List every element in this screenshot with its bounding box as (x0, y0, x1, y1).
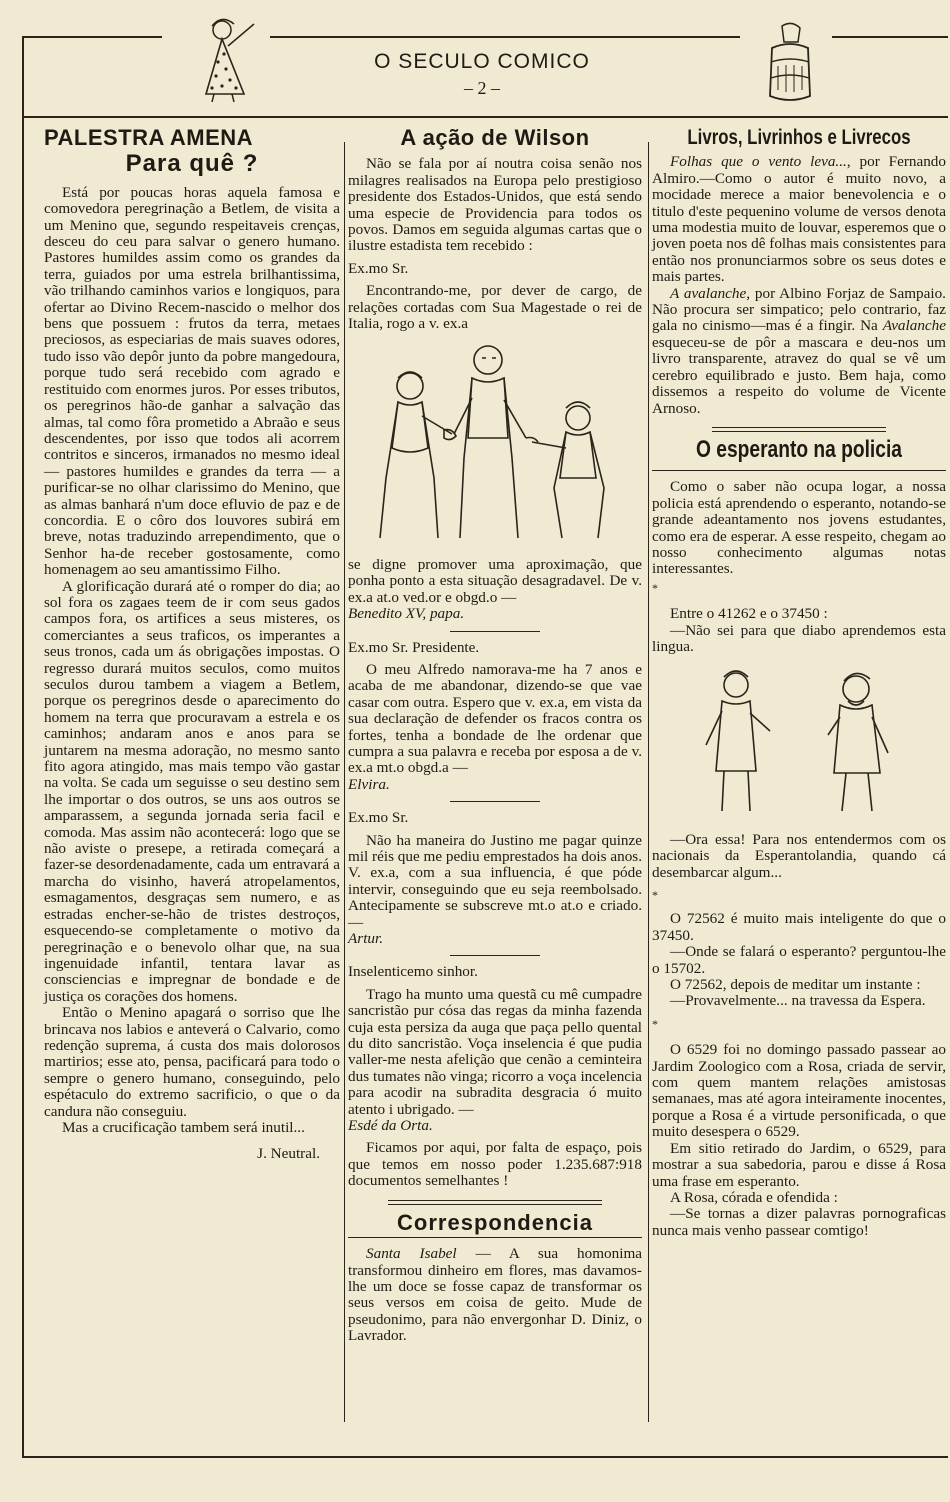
page-frame-left (22, 38, 24, 1458)
star-separator: * (652, 888, 658, 902)
masthead-rule-left (22, 36, 162, 38)
masthead-rule-center (270, 36, 740, 38)
book-review-text: esqueceu-se de pôr a mascara e deu-nos um livro transparente, atravez do qual se vê um cerebro equilibrado e justo. Bem haja, como dissemos a respeito do volume de Vicente Arnoso. (652, 333, 946, 417)
letter-signature-text: Elvira. (348, 775, 390, 793)
letter-body: O meu Alfredo namorava-me ha 7 anos e acaba de me abandonar, dizendo-se que vae casar com outra. Espero que v. ex.a, em vista da sua declaração de defender os fracos contra os fortes, tenha a bondade de lhe ordenar que cumpra a sua palavra e receba por esposa a de v. ex.a mt.o obgd.a — (348, 660, 642, 777)
letter-body: Encontrando-me, por dever de cargo, de relações cortadas com Sua Magestade o rei de Italia, rogo a v. ex.a (348, 282, 642, 333)
article-title-para-que: Para quê ? (125, 150, 259, 178)
wilson-intro: Não se fala por aí noutra coisa senão nos milagres realisados na Europa pelo prestigioso presidente dos Estados-Unidos, que está sendo uma especie de Providencia para todos os povos. Damos em seguida algumas cartas que o ilustre estadista tem recebido : (348, 155, 642, 255)
column-palestra-amena (44, 125, 340, 1163)
page-number: – 2 – (464, 78, 500, 98)
star-separator: * (652, 1016, 658, 1031)
column-livros (652, 126, 947, 1239)
letter-signature (348, 1118, 642, 1134)
separator-rule (450, 801, 540, 802)
letter-salutation: Ex.mo Sr. (348, 809, 409, 827)
letter-body: se digne promover uma aproximação, que ponha ponto a esta situação desagradavel. De v. ex.a at.o ved.or e obgd.o — (348, 555, 642, 606)
star-separator: * (652, 580, 658, 595)
letter-signature (348, 777, 642, 793)
masthead (22, 30, 948, 120)
ornament-separator (712, 427, 886, 432)
article-signature: J. Neutral. (257, 1145, 320, 1163)
ornament-separator (388, 1200, 602, 1205)
book-review-text: , por Fernando Almiro.—Como o autor é muito novo, a mocidade merece a maior benevolencia e o titulo d'este pequenino volume de versos denota uma modestia muito de louvar, esperemos que o joven poeta nos dê folhas mais consistentes para então nos pronunciarmos sobre os seus dotes e mais partes. (652, 153, 946, 286)
section-heading-wilson: A ação de Wilson (400, 125, 590, 150)
article-paragraph: Mas a crucificação tambem será inutil... (62, 1118, 305, 1136)
column-divider-2 (648, 142, 649, 1422)
column-acao-wilson (348, 125, 643, 1345)
letter-body: Trago ha munto uma questã cu mê cumpadre sancristão pur cósa das regas da minha fazenda cuja esta persiza da auga que paça pello quental du dito sancristão. Voça inselencia é que pudia valler-me nesta afelição que cenão a ceminteira dus tumates não vinga; ricorro a voça incelencia para acodir na subradita desgracia ó muito atento i ubrigado. — (348, 985, 642, 1118)
book-review-text: , por Albino Forjaz de Sampaio. Não procura ser simpatico; pelo contrario, faz gala no cinismo—mas é a fingir. Na (652, 284, 946, 335)
esperanto-dialog: —Se tornas a dizer palavras pornograficas nunca mais venho passear comtigo! (652, 1205, 946, 1239)
masthead-rule-right (832, 36, 948, 38)
section-heading-palestra: PALESTRA AMENA (44, 125, 254, 150)
article-paragraph: Está por poucas horas aquela famosa e comovedora peregrinação a Betlem, de visita a um Menino que, segundo respeitaveis crenças, desceu do ceu para salvar o genero humano. Pastores humildes assim como os grandes da terra, guiados por uma estrela brilhantissima, vão trilhando caminhos varios e longiquos, para ofertar ao Divino Recem-nascido o melhor dos bens que possuem : frutos da terra, metaes preciosos, as especiarias de mais suaves odores, tudo isso vão depôr junto da pobre mangedoura, porque tudo será recebido com agrado e restituido com enormes juros. Por esses tributos, os peregrinos hão-de ganhar a salvação das almas, tal como fôra prometido a Abraão e seus descendentes, por isso que todos ali acorrem contritos e sinceros, irmanados no mesmo ideal — pastores humildes e grandes da terra — a purificar-se no olhar clarissimo do Menino, que as almas banhará n'um doce efluvio de paz e de concordia. E o côro dos louvores subirá em breve, notas traduzindo arrependimento, que o Senhor ha-de receber gostosamente, como homenagem ao seu amantissimo Filho. (44, 183, 340, 579)
section-heading-esperanto: O esperanto na policia (696, 435, 902, 463)
book-title: A avalanche (670, 284, 747, 302)
newspaper-title: O SECULO COMICO (374, 50, 590, 73)
letter-signature-text: Benedito XV, papa. (348, 605, 465, 623)
esperanto-dialog: O 72562 é muito mais inteligente do que o 37450. (652, 910, 946, 944)
column-divider-1 (344, 142, 345, 1422)
page-frame-bottom (22, 1456, 948, 1458)
article-paragraph: Então o Menino apagará o sorriso que lhe brincava nos labios e anteverá o Calvario, como redenção suprema, á custa dos mais dolorosos martirios; esse ato, pensa, pacificará para todo o sempre o genero humano, conseguindo, pelo espétaculo do extremo sacrificio, o que o da candura não conseguiu. (44, 1004, 340, 1120)
masthead-rule-bottom (22, 116, 948, 118)
heading-underline (652, 470, 946, 471)
correspondencia-body: — A sua homonima transformou dinheiro em flores, mas davamos-lhe um doce se fosse capaz de transformar os seus versos em coisa de geito. Mude de pseudonimo, para não envergonhar D. Diniz, o Lavrador. (348, 1245, 643, 1345)
separator-rule (450, 955, 540, 956)
letter-body: Não ha maneira do Justino me pagar quinze mil réis que me pediu emprestados ha dois anos. V. ex.a, com a sua influencia, é que póde intervir, conseguindo que eu seja reembolsado. Antecipamente se subscreve mt.o at.o e criado. — (348, 831, 642, 931)
letter-salutation: Ex.mo Sr. Presidente. (348, 638, 480, 656)
masthead-figure-barrel (760, 20, 820, 106)
letter-signature (348, 606, 642, 622)
letter-signature-text: Artur. (348, 930, 384, 947)
esperanto-dialog: O 6529 foi no domingo passado passear ao Jardim Zoologico com a Rosa, criada de servir, com quem mantem relações amistosas semanaes, mas até agora inteiramente inocentes, porque a Rosa é a virtude personificada, o que muito desespera o 6529. (652, 1041, 946, 1141)
section-heading-correspondencia: Correspondencia (397, 1209, 593, 1235)
letter-salutation: Inselenticemo sinhor. (348, 963, 478, 981)
correspondencia-item (348, 1246, 642, 1344)
esperanto-intro: Como o saber não ocupa logar, a nossa policia está aprendendo o esperanto, notando-se grande adeantamento nos jovens estudantes, como era de esperar. A esse respeito, chegam ao nosso conhecimento algumas notas interessantes. (652, 478, 946, 578)
correspondencia-place: Santa Isabel (366, 1245, 457, 1263)
illustration-two-policemen (652, 661, 946, 821)
book-title: Folhas que o vento leva... (670, 153, 847, 171)
esperanto-dialog: —Provavelmente... na travessa da Espera. (670, 992, 926, 1010)
letter-salutation: Ex.mo Sr. (348, 259, 409, 277)
book-review (652, 154, 946, 285)
esperanto-dialog: —Ora essa! Para nos entendermos com os nacionais da Esperantolandia, quando cá desembarcar algum... (652, 830, 946, 881)
letter-signature (348, 931, 642, 947)
section-heading-livros: Livros, Livrinhos e Livrecos (687, 126, 911, 149)
illustration-pope-wilson-king (348, 338, 642, 546)
esperanto-dialog: —Não sei para que diabo aprendemos esta lingua. (652, 621, 946, 655)
book-review (652, 286, 946, 417)
esperanto-dialog: Entre o 41262 e o 37450 : (670, 605, 828, 623)
esperanto-dialog: O 72562, depois de meditar um instante : (670, 976, 921, 994)
esperanto-dialog: Em sitio retirado do Jardim, o 6529, para mostrar a sua sabedoria, parou e disse á Rosa uma frase em esperanto. (652, 1139, 946, 1190)
separator-rule (450, 631, 540, 632)
book-title: Avalanche (882, 317, 947, 335)
esperanto-dialog: A Rosa, córada e ofendida : (670, 1188, 838, 1206)
article-paragraph: A glorificação durará até o romper do dia; ao sol fora os zagaes teem de ir com seus gados campos fora, os artifices a seus misteres, os comerciantes a seus traficos, os imperantes a seus tronos, cada um ás obrigações impostas. O regresso durará muitos seculos, como muitos seculos durou tambem a viagem a Betlem, porque os peregrinos desde o aparecimento do homem na terra que procuravam a estrela e os caminhos; andaram anos e anos para se juntarem na mesma adoração, no mesmo santo fito agora atingido, mas mais tempo vão gastar na volta. Se cada um seguisse o seu destino sem lhe importar o dos outros, se uns aos outros se amparassem, a segunda jornada seria facil e comoda. Mas assim não acontecerá: logo que se não aviste o presepe, a retirada começará a fazer-se desordenadamente, cada um entravará a marcha do visinho, haverá atropelamentos, esmagamentos, desgraças sem numero, e as estradas encher-se-hão de tristes destroços, esquecendo-se completamente o motivo da peregrinação e o benevolo olhar que, na sua ingenuidade infantil, tentara lavar as consciencias e impregnar de bondade e de justiça os corações dos homens. (44, 577, 340, 1005)
wilson-closing: Ficamos por aqui, por falta de espaço, pois que temos em nosso poder 1.235.687:918 documentos semelhantes ! (348, 1139, 642, 1190)
letter-signature-text: Esdé da Orta. (348, 1117, 433, 1135)
newspaper-page (22, 30, 948, 1462)
masthead-figure-woman (178, 14, 258, 104)
esperanto-dialog: —Onde se falará o esperanto? perguntou-lhe o 15702. (652, 943, 946, 977)
heading-underline (348, 1237, 642, 1238)
